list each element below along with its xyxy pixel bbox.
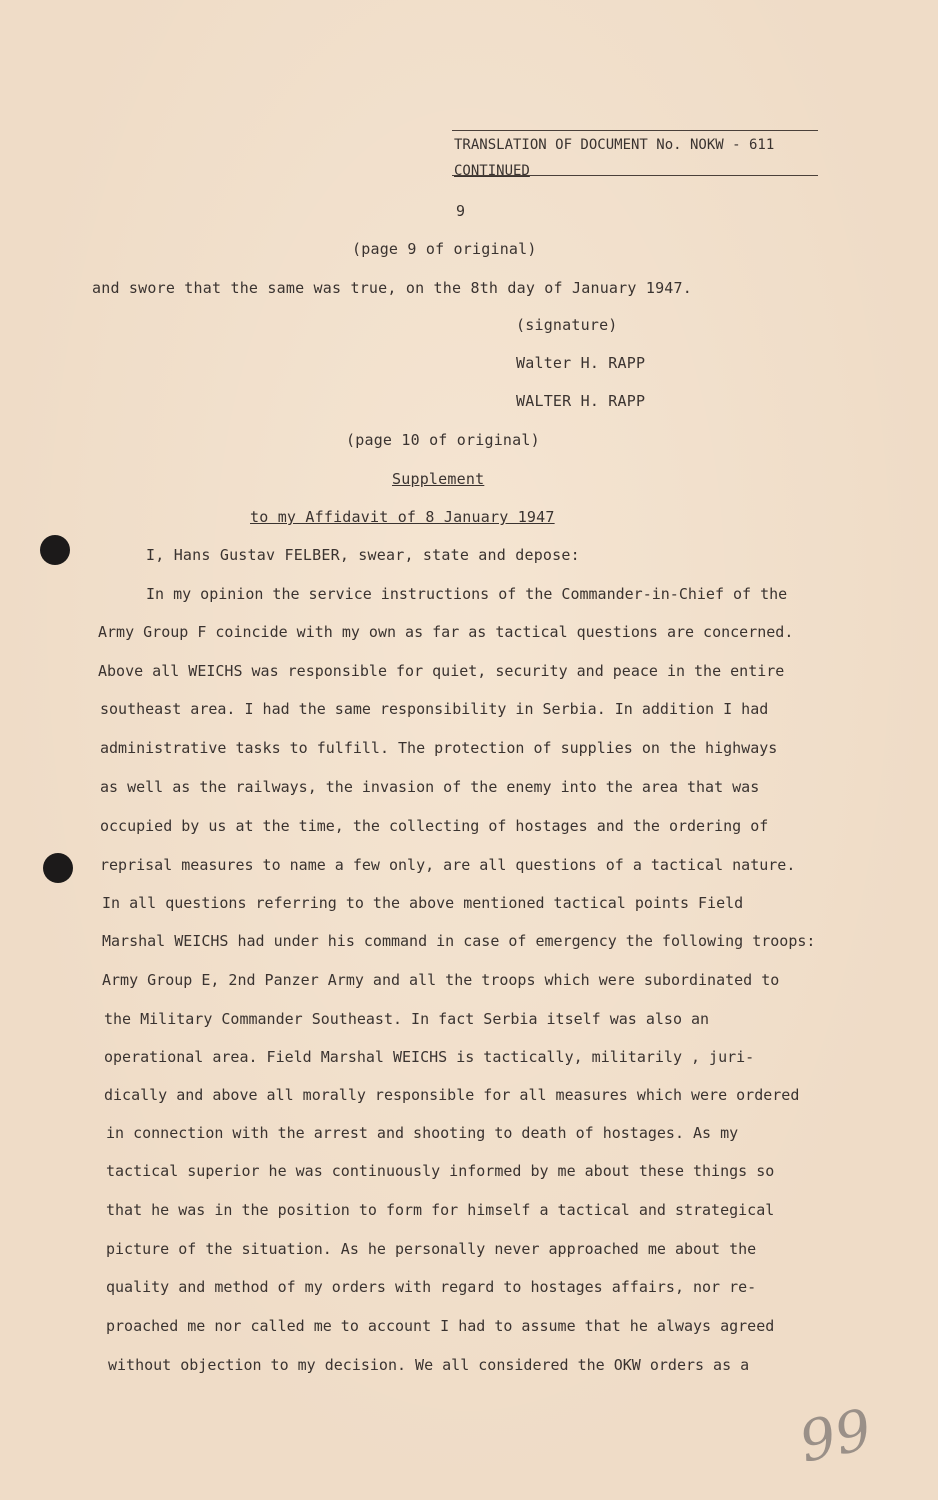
body-line: In all questions referring to the above mentioned tactical points Field [102, 894, 744, 912]
supplement-subtitle: to my Affidavit of 8 January 1947 [250, 508, 555, 526]
header-title: TRANSLATION OF DOCUMENT No. NOKW - 611 [454, 137, 775, 153]
document-header [452, 130, 818, 179]
page-number: 9 [456, 202, 466, 220]
sworn-statement: and swore that the same was true, on the 8th day of January 1947. [92, 279, 692, 297]
body-line: operational area. Field Marshal WEICHS is tactically, militarily , juri- [104, 1048, 755, 1066]
body-line: proached me nor called me to account I had to assume that he always agreed [106, 1317, 775, 1335]
body-line: tactical superior he was continuously informed by me about these things so [106, 1162, 775, 1180]
body-line: Army Group E, 2nd Panzer Army and all the troops which were subordinated to [102, 971, 780, 989]
body-line: quality and method of my orders with regard to hostages affairs, nor re- [106, 1278, 757, 1296]
body-line: the Military Commander Southeast. In fact Serbia itself was also an [104, 1010, 710, 1028]
signature-written: Walter H. RAPP [516, 354, 646, 372]
supplement-title: Supplement [392, 470, 485, 488]
page-9-note: (page 9 of original) [352, 240, 537, 258]
body-line: that he was in the position to form for himself a tactical and strategical [106, 1201, 775, 1219]
punch-hole [40, 535, 70, 565]
body-line: Above all WEICHS was responsible for quiet, security and peace in the entire [98, 662, 785, 680]
body-line: reprisal measures to name a few only, are all questions of a tactical nature. [100, 856, 796, 874]
opening-line: I, Hans Gustav FELBER, swear, state and depose: [146, 546, 580, 564]
page-10-note: (page 10 of original) [346, 431, 540, 449]
body-line: dically and above all morally responsible for all measures which were ordered [104, 1086, 800, 1104]
body-line: administrative tasks to fulfill. The protection of supplies on the highways [100, 739, 778, 757]
body-line: In my opinion the service instructions of the Commander-in-Chief of the [146, 585, 788, 603]
pencil-page-mark: 99 [794, 1397, 878, 1476]
body-line: as well as the railways, the invasion of the enemy into the area that was [100, 778, 760, 796]
body-line: occupied by us at the time, the collecting of hostages and the ordering of [100, 817, 769, 835]
body-line: without objection to my decision. We all considered the OKW orders as a [108, 1356, 750, 1374]
body-line: Marshal WEICHS had under his command in case of emergency the following troops: [102, 932, 816, 950]
body-line: in connection with the arrest and shooting to death of hostages. As my [106, 1124, 739, 1142]
header-rule [452, 175, 818, 176]
body-line: southeast area. I had the same responsibility in Serbia. In addition I had [100, 700, 769, 718]
body-line: picture of the situation. As he personally never approached me about the [106, 1240, 757, 1258]
body-line: Army Group F coincide with my own as far as tactical questions are concerned. [98, 623, 794, 641]
signature-label: (signature) [516, 316, 618, 334]
punch-hole [43, 853, 73, 883]
header-continued: CONTINUED [454, 163, 530, 179]
signature-typed: WALTER H. RAPP [516, 392, 646, 410]
